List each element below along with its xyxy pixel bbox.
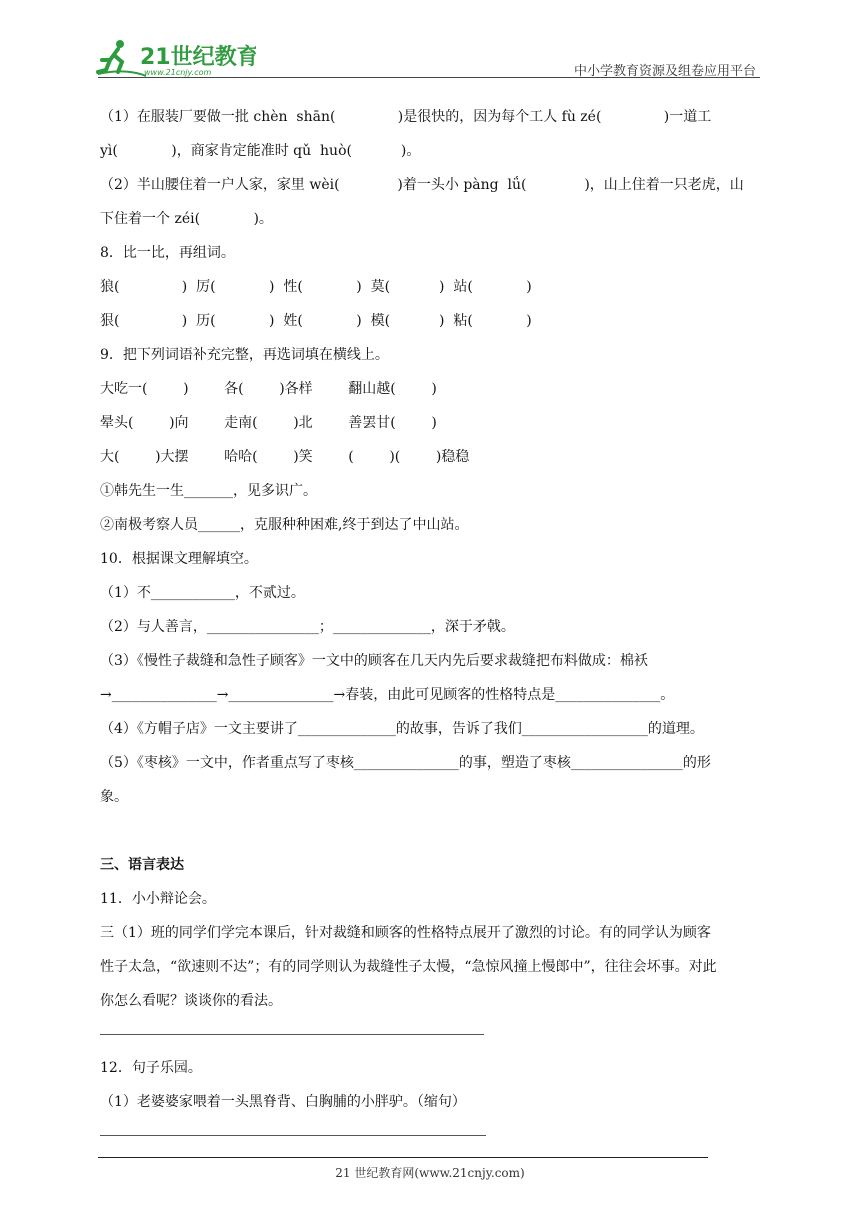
q9-row-3: 大( )大摆 哈哈( )笑 ( )( )稳稳 <box>100 449 470 465</box>
question-9: 9．把下列词语补充完整，再选词填在横线上。 <box>100 347 389 363</box>
logo-url: www.21cnjy.com <box>144 68 212 77</box>
q9-row-1: 大吃一( ) 各( )各样 翻山越( ) <box>100 381 437 397</box>
q8-row-2: 狠( ) 历( ) 姓( ) 模( ) 粘( ) <box>100 313 532 329</box>
question-8: 8．比一比，再组词。 <box>100 245 235 261</box>
q8-row-1: 狼( ) 厉( ) 性( ) 莫( ) 站( ) <box>100 279 532 295</box>
footer-divider <box>98 1157 708 1158</box>
question-11: 11．小小辩论会。 <box>100 891 216 907</box>
q11-text-1: 三（1）班的同学们学完本课后，针对裁缝和顾客的性格特点展开了激烈的讨论。有的同学认为顾客 <box>100 925 711 941</box>
q10-item-5: （5）《枣核》一文中，作者重点写了枣核_______________的事，塑造了枣核________________的形 <box>100 755 711 771</box>
q7-line-3: （2）半山腰住着一户人家，家里 wèi( )着一头小 pàng lǘ( )，山上住着一只老虎，山 <box>100 177 744 193</box>
q9-sentence-1: ①韩先生一生_______，见多识广。 <box>100 483 317 499</box>
q10-item-3: （3）《慢性子裁缝和急性子顾客》一文中的顾客在几天内先后要求裁缝把布料做成：棉袄 <box>100 653 648 669</box>
q11-text-2: 性子太急，“欲速则不达”；有的同学则认为裁缝性子太慢，“急惊风撞上慢郎中”，往往会坏事。对此 <box>100 959 717 975</box>
question-10: 10．根据课文理解填空。 <box>100 551 258 567</box>
q10-item-5-cont: 象。 <box>100 789 128 805</box>
q9-row-2: 晕头( )向 走南( )北 善罢甘( ) <box>100 415 437 431</box>
logo <box>96 38 256 80</box>
footer-text: 21 世纪教育网(www.21cnjy.com) <box>335 1166 525 1180</box>
q7-line-2: yì( )，商家肯定能准时 qǔ huò( )。 <box>100 143 421 159</box>
answer-line <box>100 1034 484 1035</box>
logo-text: 21世纪教育 <box>140 45 256 70</box>
q10-item-3-cont: →_______________→_______________→春装，由此可见顾客的性格特点是_______________。 <box>100 687 675 703</box>
q10-item-1: （1）不____________，不贰过。 <box>100 585 305 601</box>
q10-item-4: （4）《方帽子店》一文主要讲了______________的故事，告诉了我们__________________的道理。 <box>100 721 704 737</box>
answer-line-2 <box>100 1135 486 1136</box>
q7-line-4: 下住着一个 zéi( )。 <box>100 211 273 227</box>
q12-item-1: （1）老婆婆家喂着一头黑脊背、白胸脯的小胖驴。（缩句） <box>100 1094 466 1110</box>
runner-icon <box>98 40 146 76</box>
platform-title: 中小学教育资源及组卷应用平台 <box>573 64 756 79</box>
q7-line-1: （1）在服装厂要做一批 chèn shān( )是很快的，因为每个工人 fù zé( )一道工 <box>100 109 712 125</box>
document-body <box>100 100 768 1119</box>
q9-sentence-2: ②南极考察人员______，克服种种困难,终于到达了中山站。 <box>100 517 469 533</box>
q11-text-3: 你怎么看呢？谈谈你的看法。 <box>100 993 282 1009</box>
question-12: 12．句子乐园。 <box>100 1060 202 1076</box>
header-divider <box>98 77 760 78</box>
q10-item-2: （2）与人善言，________________；______________，深于矛戟。 <box>100 619 515 635</box>
section-title-3: 三、语言表达 <box>100 857 184 873</box>
